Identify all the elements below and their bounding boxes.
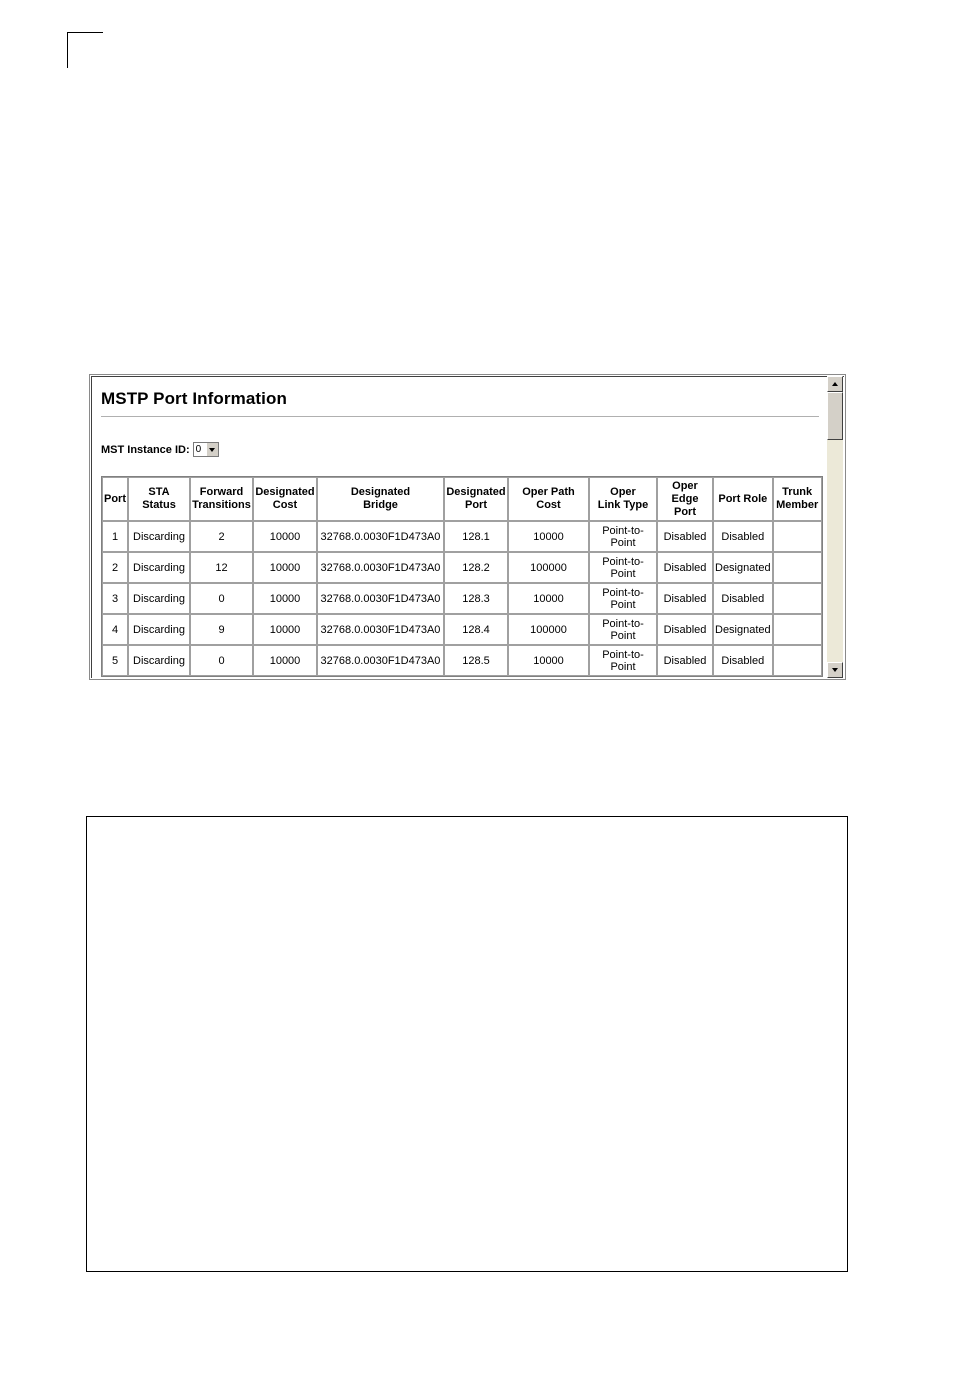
table-row [102,552,822,583]
window-content [90,375,829,680]
col-header-designated-bridge: Designated Bridge [317,477,444,521]
col-header-oper-path-cost: Oper Path Cost [508,477,589,521]
cell-oper-path-cost: 10000 [508,583,589,614]
cell-port: 1 [102,521,128,552]
cell-designated-bridge: 32768.0.0030F1D473A0 [317,645,444,676]
table-row [102,645,822,676]
cell-sta-status: Discarding [128,583,190,614]
cell-designated-port: 128.1 [444,521,508,552]
page-title: MSTP Port Information [101,389,287,408]
cell-designated-cost: 10000 [253,552,317,583]
cell-designated-port: 128.2 [444,552,508,583]
mst-instance-select[interactable] [193,442,219,457]
table-row [102,521,822,552]
cell-sta-status: Discarding [128,521,190,552]
cell-designated-cost: 10000 [253,583,317,614]
cell-oper-path-cost: 100000 [508,552,589,583]
cell-port: 3 [102,583,128,614]
cell-trunk-member [773,552,822,583]
table-row [102,614,822,645]
cell-trunk-member [773,645,822,676]
port-information-table [101,476,823,677]
cell-sta-status: Discarding [128,645,190,676]
cli-example-box [86,816,848,1272]
cell-trunk-member [773,614,822,645]
cell-oper-path-cost: 100000 [508,614,589,645]
col-header-sta-status: STA Status [128,477,190,521]
col-header-designated-cost: Designated Cost [253,477,317,521]
cell-designated-port: 128.4 [444,614,508,645]
cell-port: 5 [102,645,128,676]
title-divider [101,416,819,417]
cell-oper-edge-port: Disabled [657,552,713,583]
col-header-port-role: Port Role [713,477,773,521]
cell-trunk-member [773,521,822,552]
scrollbar-thumb[interactable] [827,392,843,440]
col-header-oper-link-type: Oper Link Type [589,477,657,521]
mstp-port-information-window [89,374,846,680]
cell-port-role: Designated [713,614,773,645]
cell-sta-status: Discarding [128,614,190,645]
cell-port-role: Disabled [713,583,773,614]
vertical-scrollbar[interactable] [827,376,843,678]
cell-oper-path-cost: 10000 [508,521,589,552]
col-header-forward-transitions: Forward Transitions [190,477,253,521]
cell-forward-transitions: 2 [190,521,253,552]
cell-forward-transitions: 0 [190,645,253,676]
cell-port-role: Disabled [713,521,773,552]
arrow-up-icon[interactable] [827,376,843,392]
cell-designated-cost: 10000 [253,521,317,552]
col-header-port: Port [102,477,128,521]
cell-port-role: Designated [713,552,773,583]
cell-oper-edge-port: Disabled [657,583,713,614]
cell-designated-bridge: 32768.0.0030F1D473A0 [317,521,444,552]
col-header-trunk-member: Trunk Member [773,477,822,521]
cell-forward-transitions: 9 [190,614,253,645]
mst-instance-label: MST Instance ID: [101,443,190,456]
cell-oper-edge-port: Disabled [657,521,713,552]
cell-oper-link-type: Point-to- Point [589,614,657,645]
table-header-row [102,477,822,521]
chevron-down-icon[interactable] [206,443,218,456]
cell-designated-port: 128.3 [444,583,508,614]
col-header-designated-port: Designated Port [444,477,508,521]
mst-instance-value: 0 [195,444,202,455]
cell-designated-bridge: 32768.0.0030F1D473A0 [317,614,444,645]
cell-trunk-member [773,583,822,614]
cell-oper-edge-port: Disabled [657,614,713,645]
mst-instance-row [101,442,219,457]
cell-designated-port: 128.5 [444,645,508,676]
crop-mark [67,32,103,68]
cell-designated-bridge: 32768.0.0030F1D473A0 [317,583,444,614]
cell-oper-path-cost: 10000 [508,645,589,676]
cell-port: 2 [102,552,128,583]
cell-forward-transitions: 0 [190,583,253,614]
table-row [102,583,822,614]
cell-oper-link-type: Point-to- Point [589,521,657,552]
cell-designated-cost: 10000 [253,614,317,645]
cell-designated-cost: 10000 [253,645,317,676]
cell-sta-status: Discarding [128,552,190,583]
arrow-down-icon[interactable] [827,662,843,678]
cell-port: 4 [102,614,128,645]
cell-oper-link-type: Point-to- Point [589,645,657,676]
cell-oper-link-type: Point-to- Point [589,583,657,614]
cell-oper-link-type: Point-to- Point [589,552,657,583]
cell-forward-transitions: 12 [190,552,253,583]
cell-port-role: Disabled [713,645,773,676]
cell-oper-edge-port: Disabled [657,645,713,676]
cell-designated-bridge: 32768.0.0030F1D473A0 [317,552,444,583]
col-header-oper-edge-port: Oper Edge Port [657,477,713,521]
